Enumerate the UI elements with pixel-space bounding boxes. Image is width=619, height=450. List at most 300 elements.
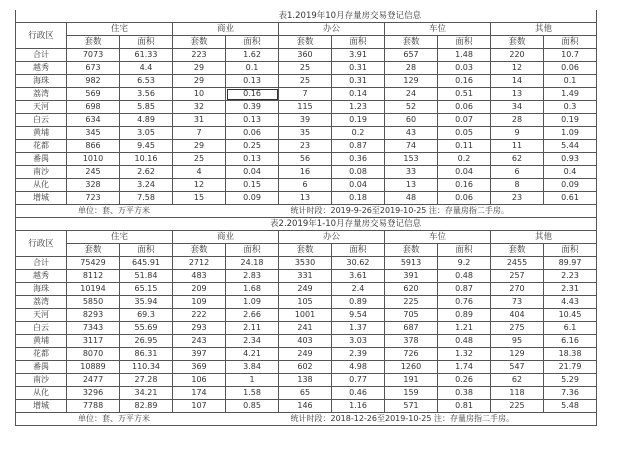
district-name[interactable]: 荔湾 <box>16 296 67 309</box>
district-name[interactable]: 越秀 <box>16 270 67 283</box>
cell[interactable]: 8112 <box>67 270 120 283</box>
cell[interactable]: 12 <box>173 179 226 192</box>
cell[interactable]: 6.53 <box>120 75 173 88</box>
cell[interactable]: 0.08 <box>332 166 385 179</box>
cell[interactable]: 153 <box>385 153 438 166</box>
cell[interactable]: 982 <box>67 75 120 88</box>
cell[interactable]: 29 <box>173 62 226 75</box>
cell[interactable]: 35 <box>279 127 332 140</box>
cell[interactable]: 6.1 <box>544 322 597 335</box>
cell[interactable]: 21.79 <box>544 361 597 374</box>
cell[interactable]: 0.06 <box>544 62 597 75</box>
cell[interactable]: 1.37 <box>332 322 385 335</box>
cell[interactable]: 5.44 <box>544 140 597 153</box>
district-name[interactable]: 番禺 <box>16 153 67 166</box>
cell[interactable]: 129 <box>385 75 438 88</box>
table1-sub-header-row <box>16 36 597 49</box>
cell[interactable]: 105 <box>279 296 332 309</box>
cell[interactable]: 11 <box>491 140 544 153</box>
cell[interactable]: 645.91 <box>120 257 173 270</box>
cell[interactable]: 25 <box>279 62 332 75</box>
cell[interactable]: 602 <box>279 361 332 374</box>
cell[interactable]: 0.76 <box>438 296 491 309</box>
cell[interactable]: 0.16 <box>438 179 491 192</box>
table1-title: 表1.2019年10月存量房交易登记信息 <box>16 10 597 23</box>
cell[interactable]: 2.34 <box>226 335 279 348</box>
cell[interactable]: 1260 <box>385 361 438 374</box>
cell[interactable]: 24 <box>385 88 438 101</box>
cell[interactable]: 2455 <box>491 257 544 270</box>
cell[interactable]: 0.06 <box>438 101 491 114</box>
cell[interactable]: 73 <box>491 296 544 309</box>
cell[interactable]: 328 <box>67 179 120 192</box>
cell[interactable]: 3.61 <box>332 270 385 283</box>
cell[interactable]: 7 <box>279 88 332 101</box>
cell[interactable]: 6 <box>491 166 544 179</box>
group-header: 办公 <box>279 231 385 244</box>
cell[interactable]: 2.39 <box>332 348 385 361</box>
district-name[interactable]: 白云 <box>16 322 67 335</box>
cell[interactable]: 115 <box>279 101 332 114</box>
district-name[interactable]: 合计 <box>16 49 67 62</box>
table-row <box>16 296 597 309</box>
cell[interactable]: 404 <box>491 309 544 322</box>
cell[interactable]: 5913 <box>385 257 438 270</box>
cell[interactable]: 222 <box>173 309 226 322</box>
cell[interactable]: 10889 <box>67 361 120 374</box>
transaction-tables <box>15 10 597 426</box>
cell[interactable]: 397 <box>173 348 226 361</box>
cell[interactable]: 1.21 <box>438 322 491 335</box>
cell[interactable]: 3296 <box>67 387 120 400</box>
cell[interactable]: 0.07 <box>438 114 491 127</box>
cell[interactable]: 0.25 <box>226 140 279 153</box>
cell[interactable]: 483 <box>173 270 226 283</box>
cell[interactable]: 0.38 <box>438 387 491 400</box>
cell[interactable]: 2.23 <box>544 270 597 283</box>
cell[interactable]: 191 <box>385 374 438 387</box>
cell[interactable]: 55.69 <box>120 322 173 335</box>
district-name[interactable]: 番禺 <box>16 361 67 374</box>
table-row <box>16 309 597 322</box>
cell[interactable]: 270 <box>491 283 544 296</box>
cell[interactable]: 1.74 <box>438 361 491 374</box>
cell[interactable]: 3.84 <box>226 361 279 374</box>
cell[interactable]: 1.23 <box>332 101 385 114</box>
cell[interactable]: 129 <box>491 348 544 361</box>
sub-header-area: 面积 <box>226 36 279 49</box>
cell[interactable]: 1.58 <box>226 387 279 400</box>
cell[interactable]: 5.85 <box>120 101 173 114</box>
cell[interactable]: 0.36 <box>332 153 385 166</box>
cell[interactable]: 106 <box>173 374 226 387</box>
district-name[interactable]: 天河 <box>16 101 67 114</box>
cell[interactable]: 0.14 <box>332 88 385 101</box>
cell[interactable]: 65 <box>279 387 332 400</box>
cell[interactable]: 2712 <box>173 257 226 270</box>
cell[interactable]: 369 <box>173 361 226 374</box>
sub-header-area: 面积 <box>120 36 173 49</box>
cell[interactable]: 705 <box>385 309 438 322</box>
district-name[interactable]: 越秀 <box>16 62 67 75</box>
cell[interactable]: 146 <box>279 400 332 413</box>
group-header: 住宅 <box>67 23 173 36</box>
cell[interactable]: 5.48 <box>544 400 597 413</box>
cell[interactable]: 4.98 <box>332 361 385 374</box>
cell[interactable]: 30.62 <box>332 257 385 270</box>
district-name[interactable]: 南沙 <box>16 374 67 387</box>
cell[interactable]: 32 <box>173 101 226 114</box>
cell[interactable]: 3.05 <box>120 127 173 140</box>
cell[interactable]: 220 <box>491 49 544 62</box>
cell[interactable]: 5850 <box>67 296 120 309</box>
cell[interactable]: 6 <box>279 179 332 192</box>
cell[interactable]: 7 <box>173 127 226 140</box>
table2-title-row <box>16 218 597 231</box>
cell[interactable]: 243 <box>173 335 226 348</box>
cell[interactable]: 33 <box>385 166 438 179</box>
sub-header-area: 面积 <box>438 244 491 257</box>
cell[interactable]: 4.43 <box>544 296 597 309</box>
unit-note: 单位：套、万平方米 <box>16 205 279 218</box>
district-name[interactable]: 花都 <box>16 348 67 361</box>
cell[interactable]: 7.58 <box>120 192 173 205</box>
cell[interactable]: 89.97 <box>544 257 597 270</box>
cell[interactable]: 8 <box>491 179 544 192</box>
cell[interactable]: 4 <box>173 166 226 179</box>
cell[interactable]: 2.66 <box>226 309 279 322</box>
cell[interactable]: 10.16 <box>120 153 173 166</box>
cell[interactable]: 27.28 <box>120 374 173 387</box>
district-name[interactable]: 海珠 <box>16 283 67 296</box>
cell[interactable]: 0.61 <box>544 192 597 205</box>
sub-header-count: 套数 <box>67 244 120 257</box>
cell[interactable]: 0.3 <box>544 101 597 114</box>
cell[interactable]: 15 <box>173 192 226 205</box>
cell[interactable]: 0.11 <box>438 140 491 153</box>
cell[interactable]: 698 <box>67 101 120 114</box>
cell[interactable]: 28 <box>491 114 544 127</box>
cell[interactable]: 0.48 <box>438 335 491 348</box>
cell[interactable]: 159 <box>385 387 438 400</box>
cell[interactable]: 1001 <box>279 309 332 322</box>
cell[interactable]: 82.89 <box>120 400 173 413</box>
cell[interactable]: 2.83 <box>226 270 279 283</box>
cell[interactable]: 275 <box>491 322 544 335</box>
period-note: 统计时段：2019-9-26至2019-10-25 注：存量房指二手房。 <box>279 205 597 218</box>
cell[interactable]: 7343 <box>67 322 120 335</box>
cell[interactable]: 547 <box>491 361 544 374</box>
cell[interactable]: 25 <box>173 153 226 166</box>
district-name[interactable]: 南沙 <box>16 166 67 179</box>
sub-header-area: 面积 <box>120 244 173 257</box>
cell[interactable]: 65.15 <box>120 283 173 296</box>
district-name[interactable]: 天河 <box>16 309 67 322</box>
cell[interactable]: 1 <box>226 374 279 387</box>
table2-group-header-row <box>16 231 597 244</box>
cell[interactable]: 2.11 <box>226 322 279 335</box>
cell[interactable]: 3.24 <box>120 179 173 192</box>
cell[interactable]: 0.39 <box>226 101 279 114</box>
cell[interactable]: 0.16 <box>438 75 491 88</box>
cell[interactable]: 95 <box>491 335 544 348</box>
table-row <box>16 192 597 205</box>
cell[interactable]: 0.89 <box>332 296 385 309</box>
cell[interactable]: 0.26 <box>438 374 491 387</box>
table-row <box>16 75 597 88</box>
district-name[interactable]: 花都 <box>16 140 67 153</box>
cell[interactable]: 29 <box>173 140 226 153</box>
cell[interactable]: 109 <box>173 296 226 309</box>
cell[interactable]: 249 <box>279 283 332 296</box>
cell[interactable]: 0.81 <box>438 400 491 413</box>
cell[interactable]: 249 <box>279 348 332 361</box>
cell[interactable]: 75429 <box>67 257 120 270</box>
cell[interactable]: 138 <box>279 374 332 387</box>
cell[interactable]: 5.29 <box>544 374 597 387</box>
cell[interactable]: 0.31 <box>332 75 385 88</box>
cell[interactable]: 7073 <box>67 49 120 62</box>
cell[interactable]: 0.31 <box>332 62 385 75</box>
cell[interactable]: 86.31 <box>120 348 173 361</box>
cell[interactable]: 1.32 <box>438 348 491 361</box>
sub-header-count: 套数 <box>385 36 438 49</box>
sub-header-area: 面积 <box>544 36 597 49</box>
district-name[interactable]: 增城 <box>16 192 67 205</box>
cell[interactable]: 13 <box>491 88 544 101</box>
cell[interactable]: 0.93 <box>544 153 597 166</box>
cell[interactable]: 0.09 <box>226 192 279 205</box>
cell[interactable]: 4.4 <box>120 62 173 75</box>
cell[interactable]: 0.09 <box>544 179 597 192</box>
cell[interactable]: 174 <box>173 387 226 400</box>
cell[interactable]: 10194 <box>67 283 120 296</box>
cell[interactable]: 9.54 <box>332 309 385 322</box>
cell[interactable]: 26.95 <box>120 335 173 348</box>
cell[interactable]: 0.03 <box>438 62 491 75</box>
cell[interactable]: 1.09 <box>544 127 597 140</box>
cell[interactable]: 2.62 <box>120 166 173 179</box>
cell[interactable]: 0.1 <box>544 75 597 88</box>
cell[interactable]: 726 <box>385 348 438 361</box>
cell[interactable]: 13 <box>279 192 332 205</box>
cell[interactable]: 1.16 <box>332 400 385 413</box>
cell[interactable]: 18.38 <box>544 348 597 361</box>
district-name[interactable]: 从化 <box>16 387 67 400</box>
table-row <box>16 88 597 101</box>
cell[interactable]: 1.49 <box>544 88 597 101</box>
cell[interactable]: 118 <box>491 387 544 400</box>
cell[interactable]: 0.19 <box>544 114 597 127</box>
cell[interactable]: 62 <box>491 374 544 387</box>
cell[interactable]: 9.2 <box>438 257 491 270</box>
cell[interactable]: 1.48 <box>438 49 491 62</box>
cell[interactable]: 673 <box>67 62 120 75</box>
cell[interactable]: 52 <box>385 101 438 114</box>
cell[interactable]: 60 <box>385 114 438 127</box>
cell[interactable]: 43 <box>385 127 438 140</box>
cell[interactable]: 10.45 <box>544 309 597 322</box>
group-header: 商业 <box>173 23 279 36</box>
cell[interactable]: 12 <box>491 62 544 75</box>
cell[interactable]: 3530 <box>279 257 332 270</box>
district-name[interactable]: 合计 <box>16 257 67 270</box>
sub-header-count: 套数 <box>67 36 120 49</box>
cell[interactable]: 0.06 <box>438 192 491 205</box>
district-name[interactable]: 增城 <box>16 400 67 413</box>
cell[interactable]: 225 <box>491 400 544 413</box>
cell[interactable]: 3117 <box>67 335 120 348</box>
cell[interactable]: 0.05 <box>438 127 491 140</box>
cell[interactable]: 345 <box>67 127 120 140</box>
cell[interactable]: 7.36 <box>544 387 597 400</box>
cell[interactable]: 62 <box>491 153 544 166</box>
cell[interactable]: 0.87 <box>332 140 385 153</box>
district-name[interactable]: 黄埔 <box>16 335 67 348</box>
cell[interactable]: 25 <box>279 75 332 88</box>
cell[interactable]: 28 <box>385 62 438 75</box>
cell[interactable]: 7788 <box>67 400 120 413</box>
cell[interactable]: 4.89 <box>120 114 173 127</box>
cell[interactable]: 209 <box>173 283 226 296</box>
group-header: 商业 <box>173 231 279 244</box>
cell[interactable]: 34.21 <box>120 387 173 400</box>
cell[interactable]: 0.04 <box>226 166 279 179</box>
cell[interactable]: 0.87 <box>438 283 491 296</box>
table-row <box>16 101 597 114</box>
cell[interactable]: 69.3 <box>120 309 173 322</box>
cell[interactable]: 9 <box>491 127 544 140</box>
cell[interactable]: 29 <box>173 75 226 88</box>
cell[interactable]: 0.04 <box>332 179 385 192</box>
cell[interactable]: 0.18 <box>332 192 385 205</box>
cell[interactable]: 245 <box>67 166 120 179</box>
cell[interactable]: 9.45 <box>120 140 173 153</box>
cell[interactable]: 74 <box>385 140 438 153</box>
cell[interactable]: 293 <box>173 322 226 335</box>
cell[interactable]: 225 <box>385 296 438 309</box>
table-row <box>16 283 597 296</box>
cell[interactable]: 723 <box>67 192 120 205</box>
cell[interactable]: 620 <box>385 283 438 296</box>
cell[interactable]: 0.51 <box>438 88 491 101</box>
cell[interactable]: 569 <box>67 88 120 101</box>
cell[interactable]: 0.85 <box>226 400 279 413</box>
cell[interactable]: 24.18 <box>226 257 279 270</box>
cell[interactable]: 6.16 <box>544 335 597 348</box>
cell[interactable]: 0.2 <box>438 153 491 166</box>
cell[interactable]: 10 <box>173 88 226 101</box>
cell[interactable]: 331 <box>279 270 332 283</box>
table-row <box>16 335 597 348</box>
cell[interactable]: 241 <box>279 322 332 335</box>
table-row <box>16 114 597 127</box>
cell[interactable]: 8070 <box>67 348 120 361</box>
cell[interactable]: 0.89 <box>438 309 491 322</box>
cell[interactable]: 8293 <box>67 309 120 322</box>
cell[interactable]: 0.04 <box>438 166 491 179</box>
cell[interactable]: 2.31 <box>544 283 597 296</box>
cell[interactable]: 687 <box>385 322 438 335</box>
cell[interactable]: 571 <box>385 400 438 413</box>
table-row <box>16 49 597 62</box>
cell[interactable]: 34 <box>491 101 544 114</box>
cell[interactable]: 0.13 <box>226 75 279 88</box>
cell[interactable]: 0.4 <box>544 166 597 179</box>
cell[interactable]: 61.33 <box>120 49 173 62</box>
cell[interactable]: 35.94 <box>120 296 173 309</box>
cell[interactable]: 657 <box>385 49 438 62</box>
district-name[interactable]: 黄埔 <box>16 127 67 140</box>
cell[interactable]: 48 <box>385 192 438 205</box>
district-header: 行政区 <box>16 231 67 257</box>
table2-footer-row <box>16 413 597 426</box>
cell[interactable]: 110.34 <box>120 361 173 374</box>
cell[interactable]: 4.21 <box>226 348 279 361</box>
cell[interactable]: 0.2 <box>332 127 385 140</box>
cell[interactable]: 0.13 <box>226 114 279 127</box>
cell[interactable]: 3.56 <box>120 88 173 101</box>
cell[interactable]: 3.03 <box>332 335 385 348</box>
cell[interactable]: 378 <box>385 335 438 348</box>
district-name[interactable]: 海珠 <box>16 75 67 88</box>
cell[interactable]: 10.7 <box>544 49 597 62</box>
cell[interactable]: 866 <box>67 140 120 153</box>
group-header: 车位 <box>385 23 491 36</box>
district-name[interactable]: 荔湾 <box>16 88 67 101</box>
district-header: 行政区 <box>16 23 67 49</box>
cell[interactable]: 13 <box>385 179 438 192</box>
district-name[interactable]: 从化 <box>16 179 67 192</box>
cell[interactable]: 0.15 <box>226 179 279 192</box>
cell[interactable]: 1.62 <box>226 49 279 62</box>
cell[interactable]: 0.06 <box>226 127 279 140</box>
cell[interactable]: 16 <box>279 166 332 179</box>
cell[interactable]: 0.19 <box>332 114 385 127</box>
cell[interactable]: 391 <box>385 270 438 283</box>
cell[interactable]: 634 <box>67 114 120 127</box>
cell[interactable]: 2477 <box>67 374 120 387</box>
district-name[interactable]: 白云 <box>16 114 67 127</box>
cell[interactable]: 1010 <box>67 153 120 166</box>
cell[interactable]: 0.13 <box>226 153 279 166</box>
cell[interactable]: 14 <box>491 75 544 88</box>
cell[interactable]: 107 <box>173 400 226 413</box>
table-row <box>16 62 597 75</box>
cell[interactable]: 0.16 <box>226 88 279 101</box>
cell[interactable]: 0.77 <box>332 374 385 387</box>
cell[interactable]: 223 <box>173 49 226 62</box>
cell[interactable]: 23 <box>279 140 332 153</box>
cell[interactable]: 1.68 <box>226 283 279 296</box>
cell[interactable]: 56 <box>279 153 332 166</box>
cell[interactable]: 0.46 <box>332 387 385 400</box>
cell[interactable]: 1.09 <box>226 296 279 309</box>
cell[interactable]: 0.1 <box>226 62 279 75</box>
cell[interactable]: 3.91 <box>332 49 385 62</box>
cell[interactable]: 39 <box>279 114 332 127</box>
cell[interactable]: 360 <box>279 49 332 62</box>
cell[interactable]: 257 <box>491 270 544 283</box>
cell[interactable]: 403 <box>279 335 332 348</box>
cell[interactable]: 31 <box>173 114 226 127</box>
cell[interactable]: 2.4 <box>332 283 385 296</box>
cell[interactable]: 0.48 <box>438 270 491 283</box>
cell[interactable]: 23 <box>491 192 544 205</box>
period-note: 统计时段：2018-12-26至2019-10-25 注：存量房指二手房。 <box>279 413 597 426</box>
table-body <box>16 10 597 426</box>
cell[interactable]: 51.84 <box>120 270 173 283</box>
